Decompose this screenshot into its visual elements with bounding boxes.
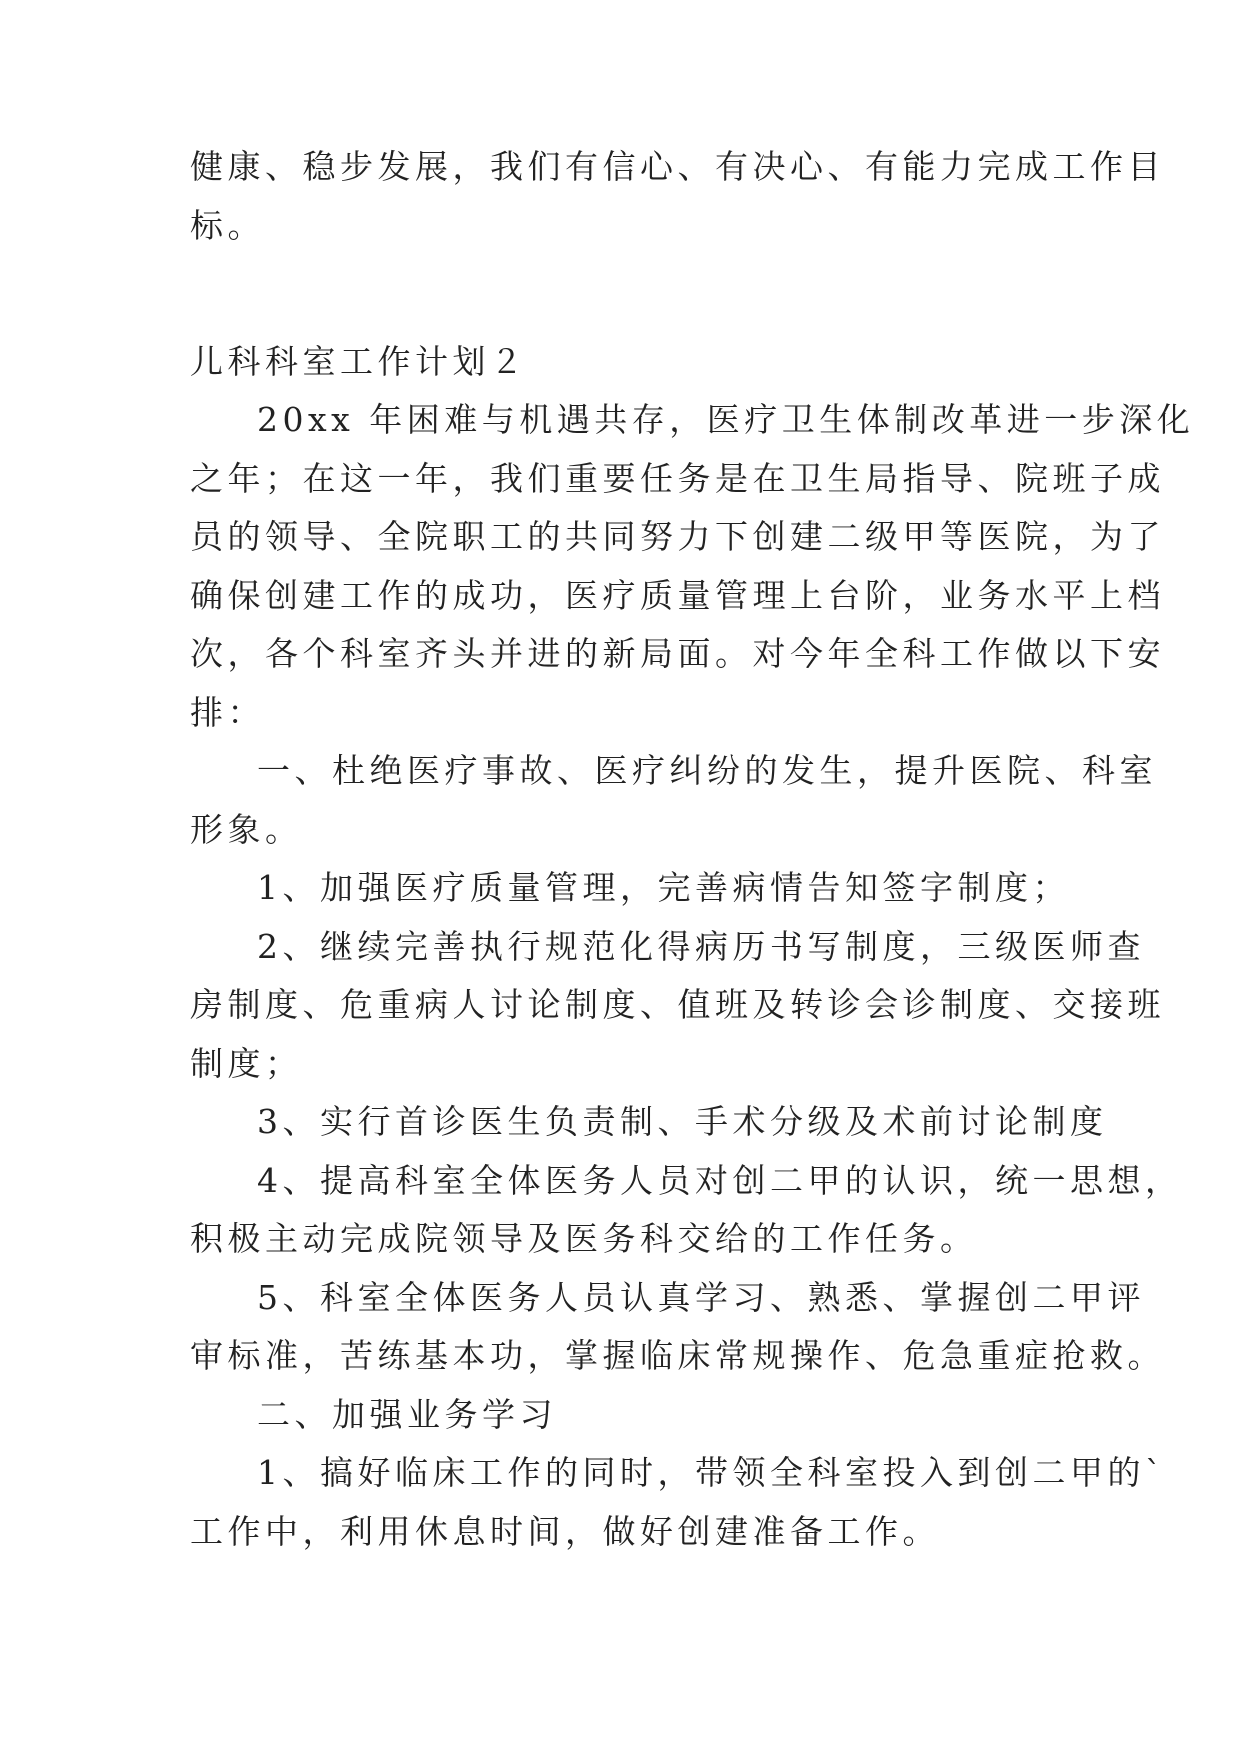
text-line: 3、实行首诊医生负责制、手术分级及术前讨论制度 [257, 1102, 1108, 1141]
text-line: 排： [190, 692, 265, 732]
text-line: 制度； [190, 1043, 303, 1083]
text-line: 积极主动完成院领导及医务科交给的工作任务。 [190, 1219, 978, 1258]
text-line: 形象。 [190, 809, 303, 849]
text-line: 健康、稳步发展，我们有信心、有决心、有能力完成工作目 [190, 147, 1165, 186]
text-line: 员的领导、全院职工的共同努力下创建二级甲等医院，为了 [190, 517, 1165, 556]
text-line: 4、提高科室全体医务人员对创二甲的认识，统一思想， [257, 1160, 1183, 1200]
text-line: 二、加强业务学习 [257, 1394, 557, 1434]
text-line: 审标准，苦练基本功，掌握临床常规操作、危急重症抢救。 [190, 1336, 1165, 1375]
text-line: 5、科室全体医务人员认真学习、熟悉、掌握创二甲评 [257, 1277, 1145, 1317]
text-line: 20xx 年困难与机遇共存，医疗卫生体制改革进一步深化 [257, 400, 1195, 439]
text-line: 确保创建工作的成功，医疗质量管理上台阶，业务水平上档 [190, 575, 1165, 615]
text-line: 之年；在这一年，我们重要任务是在卫生局指导、院班子成 [190, 458, 1165, 498]
text-line: 标。 [190, 205, 265, 245]
text-line: 次，各个科室齐头并进的新局面。对今年全科工作做以下安 [190, 634, 1165, 673]
section-title: 儿科科室工作计划２ [190, 342, 528, 381]
text-line: 1、加强医疗质量管理，完善病情告知签字制度； [257, 868, 1070, 907]
text-line: 1、搞好临床工作的同时，带领全科室投入到创二甲的` [257, 1453, 1166, 1492]
text-line: 2、继续完善执行规范化得病历书写制度，三级医师查 [257, 926, 1145, 966]
intro-paragraph [190, 138, 1165, 255]
body-text [190, 391, 1195, 1561]
text-line: 房制度、危重病人讨论制度、值班及转诊会诊制度、交接班 [190, 985, 1165, 1024]
text-line: 工作中，利用休息时间，做好创建准备工作。 [190, 1511, 940, 1551]
text-line: 一、杜绝医疗事故、医疗纠纷的发生，提升医院、科室 [257, 751, 1157, 790]
